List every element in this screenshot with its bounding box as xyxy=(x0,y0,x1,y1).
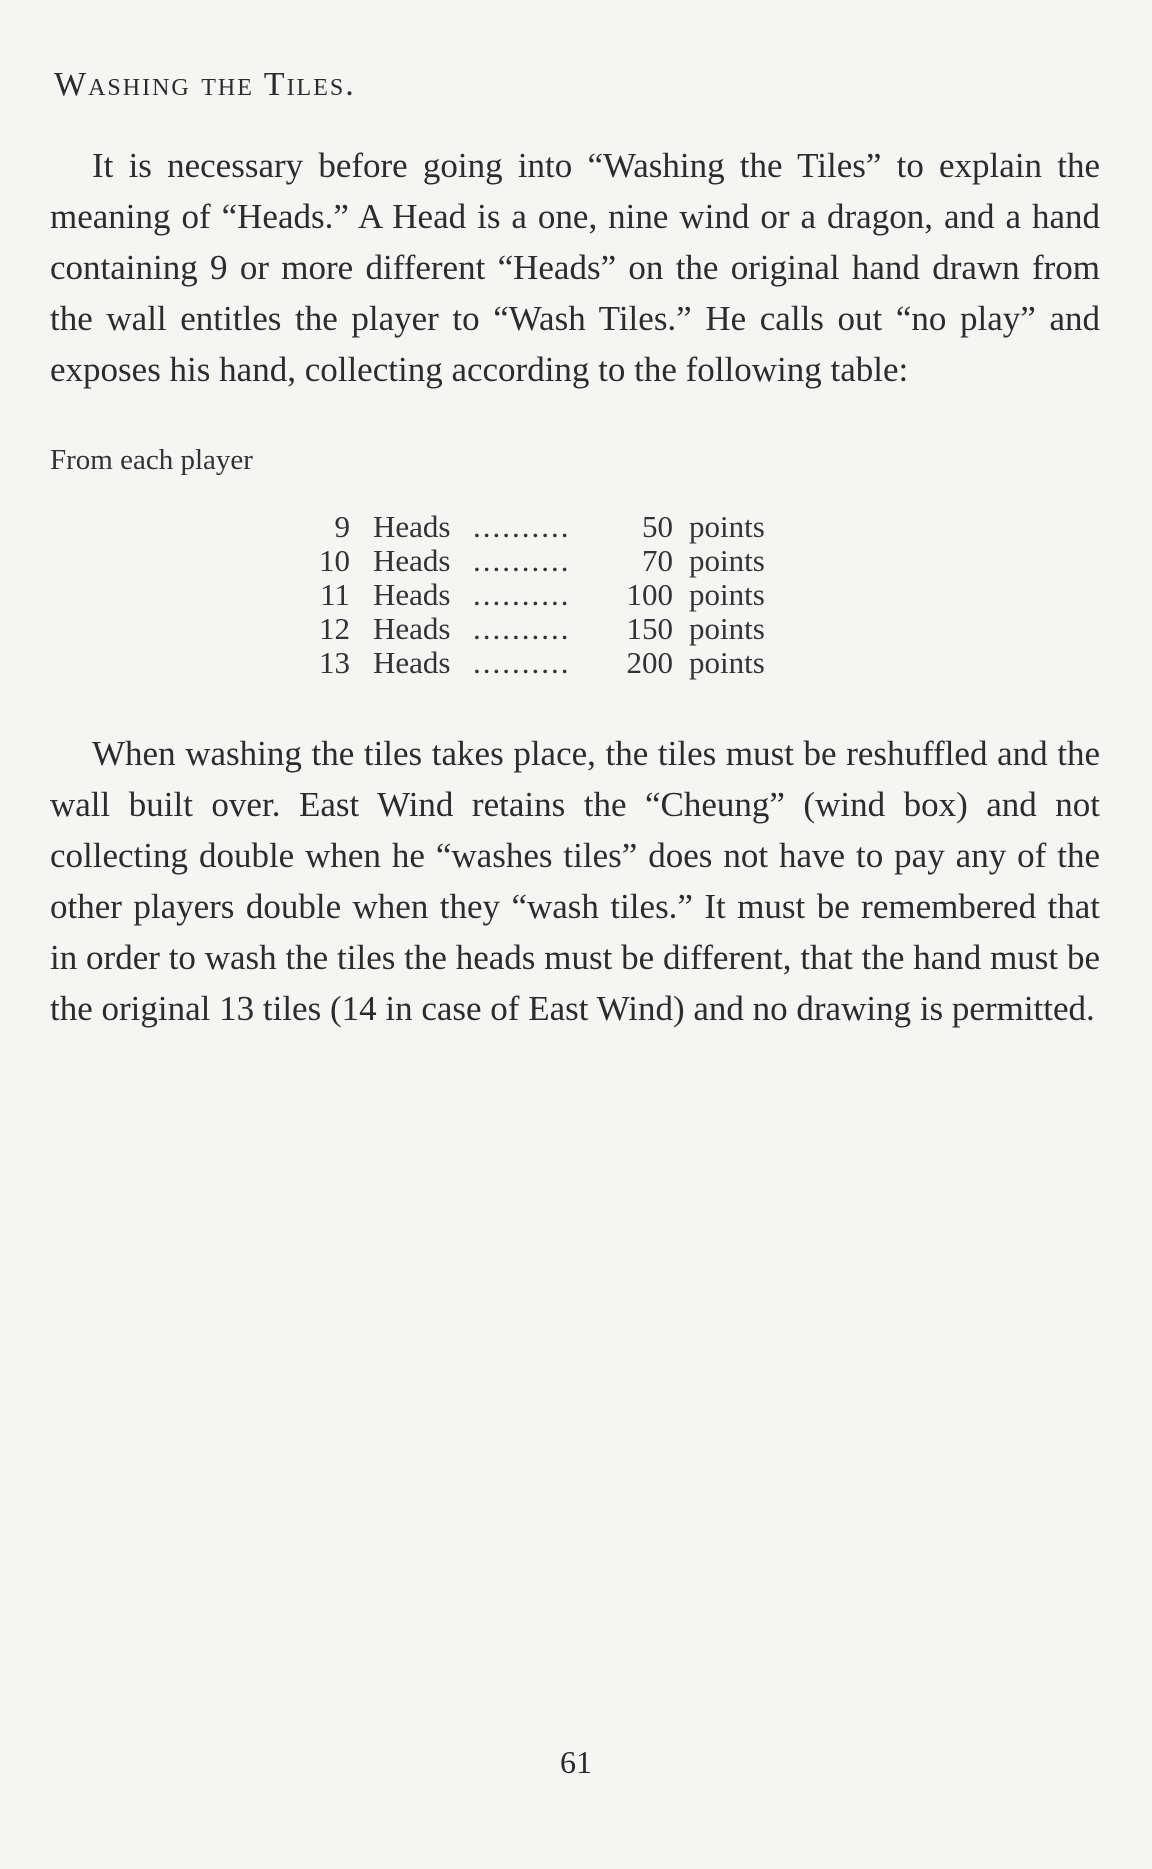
heads-label: Heads xyxy=(373,577,451,612)
heads-count: 9 xyxy=(334,509,350,544)
points-unit: points xyxy=(689,645,765,680)
points-unit: points xyxy=(689,611,765,646)
table-row xyxy=(300,612,765,646)
leader-dots: .......... xyxy=(473,612,571,646)
table-row xyxy=(300,510,765,544)
heads-label: Heads xyxy=(373,645,451,680)
heads-count: 12 xyxy=(319,611,350,646)
points-table xyxy=(300,510,765,680)
points-value: 50 xyxy=(642,509,673,544)
table-row xyxy=(300,544,765,578)
points-unit: points xyxy=(689,509,765,544)
table-row xyxy=(300,646,765,680)
leader-dots: .......... xyxy=(473,646,571,680)
points-unit: points xyxy=(689,543,765,578)
leader-dots: .......... xyxy=(473,544,571,578)
heads-label: Heads xyxy=(373,509,451,544)
points-value: 200 xyxy=(626,645,673,680)
paragraph-heads-explanation: It is necessary before going into “Washing the Tiles” to explain the meaning of “Heads.” A Head is a one, nine wind or a dragon, and a hand containing 9 or more different “Heads” on the original hand drawn from the wall entitles the player to “Wash Tiles.” He calls out “no play” and exposes his hand, collecting according to the following table: xyxy=(50,146,1100,389)
table-row xyxy=(300,578,765,612)
points-value: 100 xyxy=(626,577,673,612)
points-value: 150 xyxy=(626,611,673,646)
heads-count: 10 xyxy=(319,543,350,578)
heads-label: Heads xyxy=(373,543,451,578)
page-number: 61 xyxy=(560,1744,592,1780)
leader-dots: .......... xyxy=(473,510,571,544)
points-unit: points xyxy=(689,577,765,612)
paragraph-washing-rules: When washing the tiles takes place, the tiles must be reshuffled and the wall built over. East Wind retains the “Cheung” (wind box) and not collecting double when he “washes tiles” does not have to pay any of the other players double when they “wash tiles.” It must be remembered that in order to wash the tiles the heads must be different, that the hand must be the original 13 tiles (14 in case of East Wind) and no drawing is permitted. xyxy=(50,734,1100,1028)
section-heading: Washing the Tiles. xyxy=(54,66,356,103)
points-value: 70 xyxy=(642,543,673,578)
leader-dots: .......... xyxy=(473,578,571,612)
heads-count: 13 xyxy=(319,645,350,680)
heads-count: 11 xyxy=(320,577,350,612)
table-intro: From each player xyxy=(50,444,253,476)
heads-label: Heads xyxy=(373,611,451,646)
